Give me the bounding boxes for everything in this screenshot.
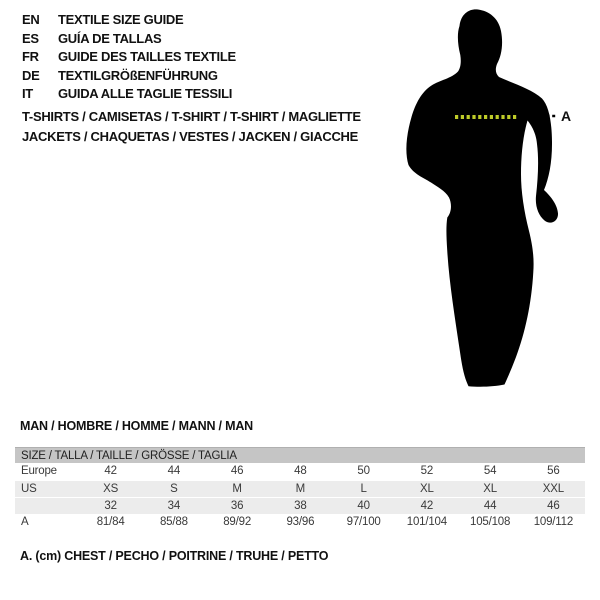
table-cell: 101/104: [406, 516, 447, 528]
gender-label: MAN / HOMBRE / HOMME / MANN / MAN: [20, 419, 253, 433]
table-cell: 50: [357, 465, 370, 477]
row-label: US: [21, 483, 37, 495]
table-cell: 40: [357, 500, 370, 512]
table-cell: XL: [420, 483, 434, 495]
table-cell: 81/84: [96, 516, 125, 528]
table-row-europe: [15, 463, 585, 480]
table-row-chest-a: [15, 514, 585, 531]
table-cell: 44: [167, 465, 181, 477]
language-code: FR: [22, 49, 39, 65]
language-row: [22, 85, 236, 104]
measurement-legend: A. (cm) CHEST / PECHO / POITRINE / TRUHE / PETTO: [20, 549, 329, 563]
table-cell: 34: [167, 500, 181, 512]
size-table-header: SIZE / TALLA / TAILLE / GRÖSSE / TAGLIA: [15, 447, 585, 463]
language-row: [22, 67, 236, 86]
table-cell: M: [232, 483, 242, 495]
table-cell: 46: [230, 465, 244, 477]
row-label: Europe: [21, 465, 57, 477]
row-label: [15, 498, 79, 515]
language-title: GUÍA DE TALLAS: [58, 30, 162, 46]
category-line-tshirts: T-SHIRTS / CAMISETAS / T-SHIRT / T-SHIRT / MAGLIETTE: [22, 109, 361, 124]
man-silhouette-shape: [406, 9, 558, 386]
table-row-numeric: [15, 497, 585, 514]
table-cell: XL: [483, 483, 497, 495]
table-cell: 36: [230, 500, 244, 512]
table-cell: 32: [104, 500, 117, 512]
size-table: [15, 447, 585, 531]
category-list: [22, 107, 361, 146]
row-label: A: [21, 516, 29, 528]
table-cell: 48: [294, 465, 307, 477]
table-cell: XS: [103, 483, 119, 495]
table-cell: 54: [483, 465, 497, 477]
table-cell: 109/112: [533, 516, 574, 528]
table-row-us: [15, 480, 585, 497]
language-title: GUIDA ALLE TAGLIE TESSILI: [58, 86, 233, 102]
language-code: ES: [22, 30, 39, 46]
table-cell: 52: [420, 465, 434, 477]
table-cell: 93/96: [286, 516, 315, 528]
language-code: DE: [22, 67, 40, 83]
table-cell: 42: [104, 465, 117, 477]
table-cell: L: [360, 483, 367, 495]
table-cell: 56: [547, 465, 560, 477]
language-row: [22, 30, 236, 49]
table-cell: 97/100: [346, 516, 381, 528]
language-title: GUIDE DES TAILLES TEXTILE: [58, 49, 236, 65]
table-cell: 44: [483, 500, 497, 512]
language-row: [22, 11, 236, 30]
table-cell: 42: [420, 500, 434, 512]
table-cell: XXL: [542, 483, 564, 495]
man-silhouette-figure: [395, 0, 585, 400]
table-cell: M: [295, 483, 306, 495]
language-code: EN: [22, 12, 40, 27]
language-title: TEXTILGRÖßENFÜHRUNG: [58, 67, 218, 83]
measure-label-a: A: [561, 108, 572, 124]
language-row: [22, 48, 236, 67]
language-title: TEXTILE SIZE GUIDE: [58, 12, 184, 27]
table-cell: 38: [294, 500, 307, 512]
table-cell: 105/108: [470, 516, 511, 528]
language-title-block: [22, 11, 236, 104]
language-code: IT: [22, 86, 33, 102]
table-cell: 89/92: [223, 516, 252, 528]
table-cell: 46: [547, 500, 560, 512]
table-cell: 85/88: [159, 516, 188, 528]
category-line-jackets: JACKETS / CHAQUETAS / VESTES / JACKEN / GIACCHE: [22, 128, 358, 144]
table-cell: S: [170, 483, 178, 495]
